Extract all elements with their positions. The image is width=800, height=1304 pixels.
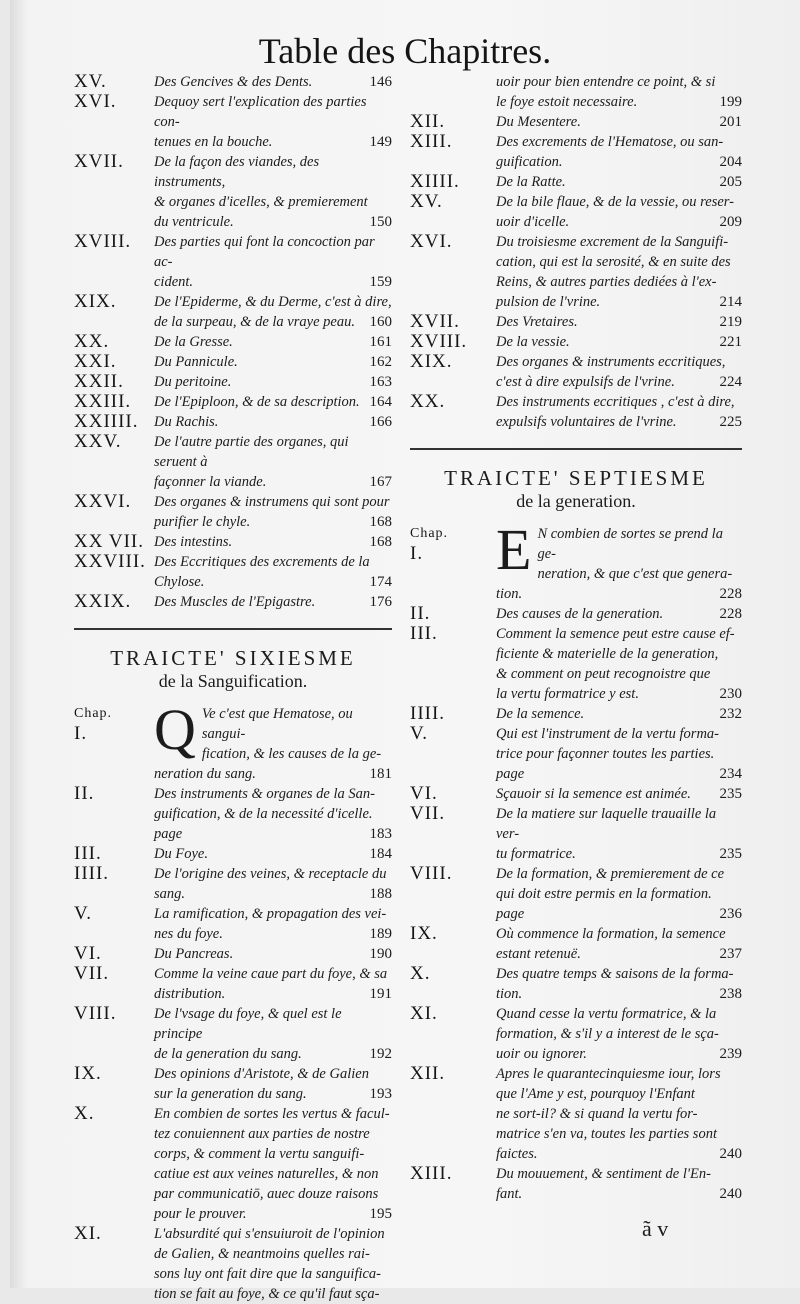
chapter-title: Du Mesentere. bbox=[496, 114, 581, 130]
drop-cap: Q bbox=[154, 697, 196, 762]
chapter-title-block bbox=[496, 604, 742, 624]
chapter-number: XIX. bbox=[74, 291, 117, 312]
left-column bbox=[74, 72, 392, 1304]
chapter-entry bbox=[410, 784, 742, 804]
page-number: 228 bbox=[719, 606, 742, 622]
chapter-title-block bbox=[496, 1004, 742, 1064]
chapter-number bbox=[410, 524, 496, 564]
page-number: 236 bbox=[719, 906, 742, 922]
chapter-number: XV. bbox=[74, 71, 107, 92]
chapter-title-block bbox=[154, 412, 392, 432]
right-column bbox=[410, 72, 742, 1204]
chapter-entry bbox=[410, 624, 742, 704]
chapter-number: XIII. bbox=[410, 131, 453, 152]
chapter-title-block bbox=[154, 904, 392, 944]
chapter-title: Comme la veine caue part du foye, & sa distribution. bbox=[154, 966, 388, 1002]
chapter-number: XVIII. bbox=[410, 331, 468, 352]
page-number: 199 bbox=[719, 94, 742, 110]
page-number: 167 bbox=[369, 474, 392, 490]
page-number: 184 bbox=[369, 846, 392, 862]
chapter-entry bbox=[74, 412, 392, 432]
chapter-title: Des organes & instrumens qui sont pour purifier le chyle. bbox=[154, 494, 390, 530]
chapter-title-block bbox=[496, 704, 742, 724]
page-number: 192 bbox=[369, 1046, 392, 1062]
chapter-number: VII. bbox=[410, 803, 446, 824]
chapter-title-block bbox=[496, 724, 742, 784]
chapter-title: Des Eccritiques des excrements de la Chylose. bbox=[154, 554, 370, 590]
chapter-entry bbox=[410, 1004, 742, 1064]
chapter-title-block bbox=[154, 592, 392, 612]
chapter-number: XIX. bbox=[410, 351, 453, 372]
chapter-title-block bbox=[154, 432, 392, 492]
chapter-title-block bbox=[154, 944, 392, 964]
chapter-entry bbox=[74, 944, 392, 964]
chapter-number: XXVI. bbox=[74, 491, 132, 512]
chapter-number: XII. bbox=[410, 1063, 446, 1084]
chapter-title: De l'Epiderme, & du Derme, c'est à dire, de la surpeau, & de la vraye peau. bbox=[154, 294, 392, 330]
page-number: 164 bbox=[369, 394, 392, 410]
chapter-title: Dequoy sert l'explication des parties con- tenues en la bouche. bbox=[154, 94, 367, 150]
chapter-title-block bbox=[154, 232, 392, 292]
chapter-number: IX. bbox=[74, 1063, 102, 1084]
chapter-entry bbox=[410, 132, 742, 172]
chapter-entry bbox=[410, 1064, 742, 1164]
chapter-title: Sçauoir si la semence est animée. bbox=[496, 786, 691, 802]
chapter-number: XXIX. bbox=[74, 591, 132, 612]
chapter-title-block bbox=[496, 172, 742, 192]
chapter-title-block bbox=[154, 1064, 392, 1104]
chapter-title: Du peritoine. bbox=[154, 374, 232, 390]
page-number: 221 bbox=[719, 334, 742, 350]
chapter-number: VI. bbox=[410, 783, 438, 804]
chapter-title-block bbox=[496, 232, 742, 312]
chapter-entry bbox=[410, 112, 742, 132]
chapter-entry bbox=[410, 517, 742, 604]
chapter-title: Des Gencives & des Dents. bbox=[154, 74, 313, 90]
page-number: 166 bbox=[369, 414, 392, 430]
chapter-number: IIII. bbox=[74, 863, 110, 884]
page-title: Table des Chapitres. bbox=[258, 31, 552, 71]
chapter-title-block bbox=[496, 784, 742, 804]
left-chapter-list bbox=[74, 72, 392, 612]
chapter-title: De la formation, & premierement de ce qui doit estre permis en la formation. page bbox=[496, 866, 725, 922]
chapter-number: XV. bbox=[410, 191, 443, 212]
chapter-title: Du troisiesme excrement de la Sanguifi- cation, qui est la serosité, & en suite des Reins, & autres parties dediées à l'ex- pulsion de l'vrine. bbox=[496, 234, 731, 310]
chapter-title: De la semence. bbox=[496, 706, 585, 722]
chapter-entry bbox=[74, 392, 392, 412]
chapter-title-block bbox=[496, 1164, 742, 1204]
page-number: 238 bbox=[719, 986, 742, 1002]
chapter-number: XII. bbox=[410, 111, 446, 132]
chapter-number-value: I. bbox=[74, 723, 88, 744]
chapter-title: Des excrements de l'Hematose, ou san- guification. bbox=[496, 134, 724, 170]
chapter-title: De la façon des viandes, des instruments, & organes d'icelles, & premierement du ventricule. bbox=[154, 154, 368, 230]
chapter-title-block bbox=[154, 352, 392, 372]
chapter-title-block bbox=[154, 392, 392, 412]
chapter-title-block bbox=[154, 292, 392, 332]
page-number: 237 bbox=[719, 946, 742, 962]
page-number: 183 bbox=[369, 826, 392, 842]
page-number: 205 bbox=[719, 174, 742, 190]
chapter-number: IIII. bbox=[410, 703, 446, 724]
page-number: 235 bbox=[719, 786, 742, 802]
left-section-chapter-list bbox=[74, 697, 392, 1304]
chapter-entry bbox=[410, 724, 742, 784]
page-number: 160 bbox=[369, 314, 392, 330]
chapter-title: Des intestins. bbox=[154, 534, 233, 550]
chapter-number: XVII. bbox=[410, 311, 460, 332]
chapter-title: L'absurdité qui s'ensuiuroit de l'opinion de Galien, & neantmoins quelles rai- sons luy ont fait dire que la sanguifica- tion se fait au foye, & ce qu'il faut sça- bbox=[154, 1226, 385, 1302]
chapter-entry bbox=[74, 352, 392, 372]
chapter-number: VI. bbox=[74, 943, 102, 964]
chapter-number: VII. bbox=[74, 963, 110, 984]
chapter-number: XX. bbox=[74, 331, 110, 352]
chapter-number: X. bbox=[74, 1103, 95, 1124]
chapter-entry bbox=[74, 1064, 392, 1104]
chapter-title: Des causes de la generation. bbox=[496, 606, 664, 622]
page-number: 189 bbox=[369, 926, 392, 942]
chapter-entry bbox=[410, 964, 742, 1004]
page-number: 232 bbox=[719, 706, 742, 722]
chapter-title-block bbox=[154, 332, 392, 352]
chapter-entry bbox=[74, 697, 392, 784]
page-number: 228 bbox=[719, 586, 742, 602]
chapter-entry bbox=[410, 804, 742, 864]
chapter-title-block bbox=[154, 492, 392, 532]
page-number: 176 bbox=[369, 594, 392, 610]
chapter-number: VIII. bbox=[74, 1003, 117, 1024]
drop-cap: E bbox=[496, 517, 532, 582]
chapter-title-block bbox=[496, 72, 742, 112]
page-number: 240 bbox=[719, 1146, 742, 1162]
page-number: 195 bbox=[369, 1206, 392, 1222]
chapter-entry bbox=[410, 392, 742, 432]
chapter-number: XVIII. bbox=[74, 231, 132, 252]
chapter-entry bbox=[74, 292, 392, 332]
chapter-title: Des organes & instruments eccritiques, c'est à dire expulsifs de l'vrine. bbox=[496, 354, 726, 390]
chapter-entry bbox=[410, 312, 742, 332]
chapter-entry bbox=[74, 232, 392, 292]
page-number: 163 bbox=[369, 374, 392, 390]
chapter-entry bbox=[74, 92, 392, 152]
chapter-title-block bbox=[496, 332, 742, 352]
chapter-title-block bbox=[496, 924, 742, 964]
chapter-entry bbox=[410, 604, 742, 624]
chapter-entry bbox=[74, 1004, 392, 1064]
chapter-entry bbox=[74, 864, 392, 904]
chapter-number bbox=[74, 704, 154, 744]
page-number: 146 bbox=[369, 74, 392, 90]
chapter-title: Des Vretaires. bbox=[496, 314, 578, 330]
chapter-title: En combien de sortes les vertus & facul- tez conuiennent aux parties de nostre corps, & comment la vertu sanguifi- catiue est aux veines naturelles, & non par communicatiō, auec douze raisons pour le prouver. bbox=[154, 1106, 390, 1222]
chapter-entry bbox=[74, 844, 392, 864]
chapter-title-block bbox=[496, 864, 742, 924]
right-section-chapter-list bbox=[410, 517, 742, 1204]
chapter-title: De l'origine des veines, & receptacle du sang. bbox=[154, 866, 387, 902]
chapter-title: Du Pancreas. bbox=[154, 946, 234, 962]
chapter-title: Quand cesse la vertu formatrice, & la formation, & s'il y a interest de le sça- uoir ou ignorer. bbox=[496, 1006, 719, 1062]
chapter-number: III. bbox=[74, 843, 102, 864]
chapter-number: XVI. bbox=[74, 91, 117, 112]
chapter-title: Où commence la formation, la semence estant retenuë. bbox=[496, 926, 726, 962]
chapter-entry bbox=[410, 1164, 742, 1204]
page-number: 149 bbox=[369, 134, 392, 150]
page-number: 162 bbox=[369, 354, 392, 370]
chapter-number: XI. bbox=[410, 1003, 438, 1024]
chapter-entry bbox=[410, 924, 742, 964]
chapter-title-block bbox=[496, 312, 742, 332]
page-number: 168 bbox=[369, 514, 392, 530]
chapter-title: Qui est l'instrument de la vertu forma- trice pour façonner toutes les parties. page bbox=[496, 726, 719, 782]
chapter-title: Du Pannicule. bbox=[154, 354, 238, 370]
chapter-entry bbox=[74, 904, 392, 944]
chapter-entry bbox=[74, 964, 392, 1004]
chapter-number: V. bbox=[410, 723, 429, 744]
chapter-number-value: I. bbox=[410, 543, 424, 564]
chapter-number: II. bbox=[74, 783, 95, 804]
chapter-title-block bbox=[496, 804, 742, 864]
chapter-title-block bbox=[496, 1064, 742, 1164]
page-number: 234 bbox=[719, 766, 742, 782]
chapter-title-block bbox=[154, 864, 392, 904]
chapter-number: XXII. bbox=[74, 371, 124, 392]
chapter-entry bbox=[410, 72, 742, 112]
page-number: 239 bbox=[719, 1046, 742, 1062]
chapter-number: XIIII. bbox=[410, 171, 460, 192]
page-number: 240 bbox=[719, 1186, 742, 1202]
chapter-title: De la bile flaue, & de la vessie, ou reser- uoir d'icelle. bbox=[496, 194, 734, 230]
chapter-entry bbox=[410, 232, 742, 312]
chapter-number: XXVIII. bbox=[74, 551, 146, 572]
chapter-title: De la Ratte. bbox=[496, 174, 566, 190]
chapter-entry bbox=[410, 332, 742, 352]
chapter-title-block bbox=[154, 532, 392, 552]
chapter-number: V. bbox=[74, 903, 93, 924]
page-number: 168 bbox=[369, 534, 392, 550]
chapter-title: Ve c'est que Hematose, ou sangui- fication, & les causes de la ge- neration du sang. bbox=[154, 706, 382, 782]
right-section-header bbox=[410, 448, 742, 512]
chap-label: Chap. bbox=[74, 706, 113, 721]
chapter-title-block bbox=[154, 844, 392, 864]
chapter-title-block bbox=[496, 624, 742, 704]
chapter-title: De la vessie. bbox=[496, 334, 570, 350]
page-number: 150 bbox=[369, 214, 392, 230]
page-number: 181 bbox=[369, 766, 392, 782]
chapter-title: De l'Epiploon, & de sa description. bbox=[154, 394, 360, 410]
page-number: 209 bbox=[719, 214, 742, 230]
chap-label: Chap. bbox=[410, 526, 449, 541]
chapter-number: XX. bbox=[410, 391, 446, 412]
chapter-entry bbox=[74, 1104, 392, 1224]
chapter-title-block bbox=[496, 112, 742, 132]
chapter-title: Du Foye. bbox=[154, 846, 208, 862]
chapter-title: uoir pour bien entendre ce point, & si le foye estoit necessaire. bbox=[496, 74, 716, 110]
book-page bbox=[10, 0, 800, 1302]
chapter-title: Des opinions d'Aristote, & de Galien sur la generation du sang. bbox=[154, 1066, 369, 1102]
chapter-entry bbox=[74, 592, 392, 612]
chapter-number: III. bbox=[410, 623, 438, 644]
chapter-entry bbox=[410, 704, 742, 724]
chapter-title-block bbox=[496, 352, 742, 392]
page-number: 225 bbox=[719, 414, 742, 430]
chapter-title: Des parties qui font la concoction par ac- cident. bbox=[154, 234, 375, 290]
chapter-number: XIII. bbox=[410, 1163, 453, 1184]
chapter-number: XXIIII. bbox=[74, 411, 139, 432]
page-number: 161 bbox=[369, 334, 392, 350]
chapter-title: Des Muscles de l'Epigastre. bbox=[154, 594, 316, 610]
page-number: 219 bbox=[719, 314, 742, 330]
chapter-entry bbox=[410, 172, 742, 192]
chapter-entry bbox=[410, 864, 742, 924]
chapter-title-block bbox=[496, 517, 742, 604]
left-section-header bbox=[74, 628, 392, 692]
signature-mark: ã v bbox=[642, 1216, 669, 1241]
page-number: 190 bbox=[369, 946, 392, 962]
right-section-subheading: de la generation. bbox=[516, 491, 636, 511]
chapter-title-block bbox=[154, 697, 392, 784]
chapter-title: Apres le quarantecinquiesme iour, lors que l'Ame y est, pourquoy l'Enfant ne sort-il? & si quand la vertu for- matrice s'en va, toutes les parties sont faictes. bbox=[496, 1066, 721, 1162]
page-number: 204 bbox=[719, 154, 742, 170]
chapter-title-block bbox=[154, 964, 392, 1004]
chapter-entry bbox=[74, 432, 392, 492]
chapter-title: N combien de sortes se prend la ge- neration, & que c'est que genera- tion. bbox=[496, 526, 733, 602]
chapter-number: XXI. bbox=[74, 351, 117, 372]
chapter-title: Comment la semence peut estre cause ef- ficiente & materielle de la generation, & comment on peut recognoistre que la vertu formatrice y est. bbox=[496, 626, 735, 702]
chapter-title: Du Rachis. bbox=[154, 414, 219, 430]
chapter-title: La ramification, & propagation des vei- nes du foye. bbox=[154, 906, 387, 942]
chapter-entry bbox=[74, 152, 392, 232]
chapter-entry bbox=[74, 784, 392, 844]
chapter-title-block bbox=[496, 132, 742, 172]
right-chapter-list bbox=[410, 72, 742, 432]
chapter-title: Des instruments & organes de la San- guification, & de la necessité d'icelle. page bbox=[154, 786, 375, 842]
page-number: 174 bbox=[369, 574, 392, 590]
chapter-title: De la matiere sur laquelle trauaille la ver- tu formatrice. bbox=[496, 806, 717, 862]
chapter-number: XXV. bbox=[74, 431, 122, 452]
chapter-number: XX VII. bbox=[74, 531, 144, 552]
page-number: 224 bbox=[719, 374, 742, 390]
chapter-number: II. bbox=[410, 603, 431, 624]
page-number: 191 bbox=[369, 986, 392, 1002]
page-number: 188 bbox=[369, 886, 392, 902]
chapter-title-block bbox=[154, 552, 392, 592]
left-section-subheading: de la Sanguification. bbox=[158, 671, 308, 691]
chapter-number: XVII. bbox=[74, 151, 124, 172]
page-number: 214 bbox=[719, 294, 742, 310]
chapter-title-block bbox=[154, 1104, 392, 1224]
chapter-title: Des quatre temps & saisons de la forma- tion. bbox=[496, 966, 734, 1002]
chapter-title-block bbox=[154, 372, 392, 392]
chapter-title: Du mouuement, & sentiment de l'En- fant. bbox=[496, 1166, 711, 1202]
chapter-entry bbox=[74, 552, 392, 592]
page-number: 235 bbox=[719, 846, 742, 862]
chapter-number: XXIII. bbox=[74, 391, 132, 412]
chapter-title-block bbox=[154, 72, 392, 92]
page-number: 201 bbox=[719, 114, 742, 130]
chapter-title-block bbox=[496, 192, 742, 232]
chapter-title-block bbox=[154, 1224, 392, 1304]
chapter-title-block bbox=[496, 392, 742, 432]
right-section-heading: TRAICTE' SEPTIESME bbox=[444, 466, 708, 490]
chapter-title-block bbox=[154, 152, 392, 232]
chapter-title: De la Gresse. bbox=[154, 334, 233, 350]
page-number: 159 bbox=[369, 274, 392, 290]
chapter-number: X. bbox=[410, 963, 431, 984]
page-number: 193 bbox=[369, 1086, 392, 1102]
chapter-title-block bbox=[154, 92, 392, 152]
page-number: 230 bbox=[719, 686, 742, 702]
chapter-title-block bbox=[496, 964, 742, 1004]
chapter-entry bbox=[74, 372, 392, 392]
chapter-title: Des instruments eccritiques , c'est à dire, expulsifs voluntaires de l'vrine. bbox=[496, 394, 735, 430]
chapter-title: De l'vsage du foye, & quel est le principe de la generation du sang. bbox=[154, 1006, 342, 1062]
chapter-entry bbox=[74, 492, 392, 532]
chapter-title: De l'autre partie des organes, qui seruent à façonner la viande. bbox=[154, 434, 349, 490]
chapter-number: VIII. bbox=[410, 863, 453, 884]
chapter-entry bbox=[74, 332, 392, 352]
chapter-number: XI. bbox=[74, 1223, 102, 1244]
left-section-heading: TRAICTE' SIXIESME bbox=[110, 646, 356, 670]
chapter-entry bbox=[74, 532, 392, 552]
chapter-number: XVI. bbox=[410, 231, 453, 252]
chapter-entry bbox=[74, 72, 392, 92]
chapter-entry bbox=[74, 1224, 392, 1304]
chapter-title-block bbox=[154, 784, 392, 844]
chapter-number: IX. bbox=[410, 923, 438, 944]
chapter-title-block bbox=[154, 1004, 392, 1064]
chapter-entry bbox=[410, 352, 742, 392]
chapter-entry bbox=[410, 192, 742, 232]
